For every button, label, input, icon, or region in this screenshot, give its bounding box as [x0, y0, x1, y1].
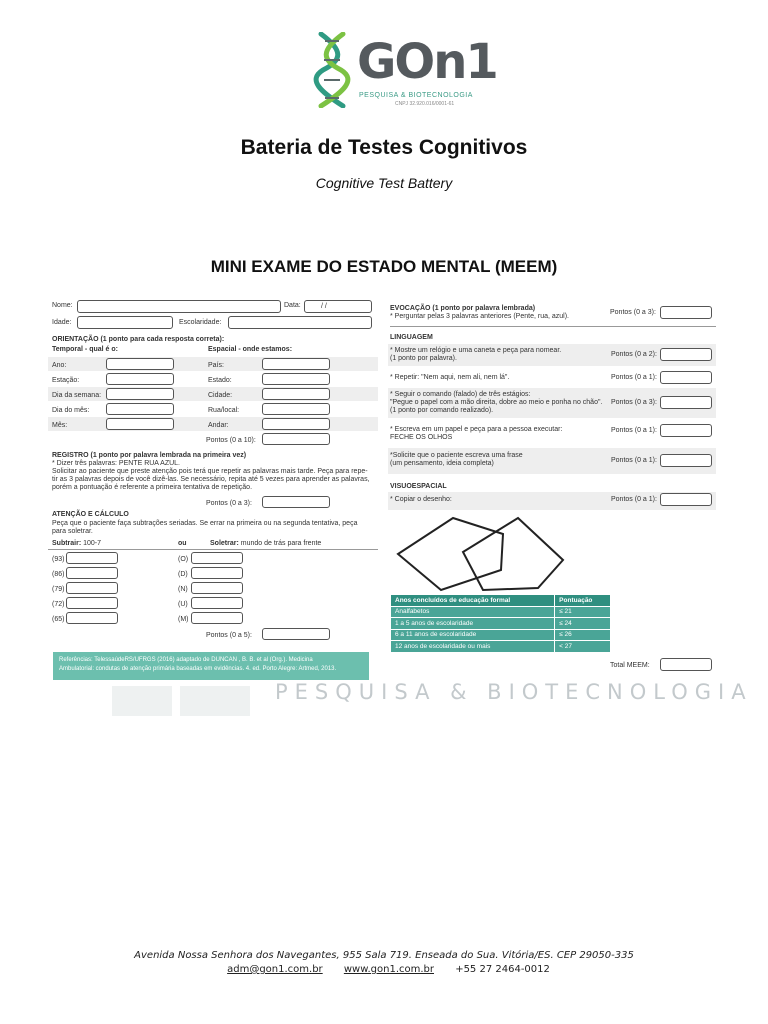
- company-logo: [313, 30, 497, 110]
- soletrar-u-field[interactable]: [191, 597, 243, 609]
- registro-line: tir as 3 palavras depois de você dizê-las. Se necessário, repita até 5 vezes para aprender as palavras,: [52, 476, 370, 483]
- watermark-text: PESQUISA & BIOTECNOLOGIA: [275, 680, 753, 704]
- subtrair-value: 100-7: [83, 540, 102, 547]
- subtrair-79-field[interactable]: [66, 582, 118, 594]
- linguagem-line: * Escreva em um papel e peça para a pessoa executar:: [390, 426, 563, 433]
- total-field[interactable]: [660, 658, 712, 671]
- table-cell: 1 a 5 anos de escolaridade: [391, 618, 555, 630]
- espacial-item-pais: País:: [208, 362, 224, 369]
- footer-website-link[interactable]: www.gon1.com.br: [343, 964, 434, 975]
- footer-email-link[interactable]: adm@gon1.com.br: [227, 964, 323, 975]
- temporal-item-ano: Ano:: [52, 362, 67, 369]
- visuoespacial-points-label: Pontos (0 a 1):: [611, 496, 657, 503]
- logo-tagline: PESQUISA & BIOTECNOLOGIA: [359, 92, 473, 99]
- frase-points-field[interactable]: [660, 454, 712, 467]
- espacial-item-estado: Estado:: [208, 377, 232, 384]
- watermark-shape: [180, 686, 250, 716]
- visuoespacial-text: * Copiar o desenho:: [390, 496, 452, 503]
- intersecting-pentagons-figure: [393, 512, 573, 592]
- subtrair-item: (93): [52, 556, 65, 563]
- nome-label: Nome:: [52, 302, 73, 309]
- divider: [48, 549, 378, 550]
- dia-semana-field[interactable]: [106, 388, 174, 400]
- escolaridade-field[interactable]: [228, 316, 372, 329]
- temporal-header: Temporal - qual é o:: [52, 346, 118, 353]
- comando-points-field[interactable]: [660, 396, 712, 409]
- linguagem-points-label: Pontos (0 a 2):: [611, 351, 657, 358]
- linguagem-points-label: Pontos (0 a 3):: [611, 399, 657, 406]
- registro-line: * Dizer três palavras: PENTE RUA AZUL.: [52, 460, 180, 467]
- soletrar-m-field[interactable]: [191, 612, 243, 624]
- nomear-points-field[interactable]: [660, 348, 712, 361]
- espacial-item-andar: Andar:: [208, 422, 229, 429]
- table-cell: 12 anos de escolaridade ou mais: [391, 641, 555, 653]
- estacao-field[interactable]: [106, 373, 174, 385]
- table-row: [391, 618, 611, 630]
- soletrar-item: (D): [178, 571, 188, 578]
- espacial-header: Espacial - onde estamos:: [208, 346, 293, 353]
- andar-field[interactable]: [262, 418, 330, 430]
- cidade-field[interactable]: [262, 388, 330, 400]
- desenho-points-field[interactable]: [660, 493, 712, 506]
- linguagem-line: * Mostre um relógio e uma caneta e peça para nomear.: [390, 347, 562, 354]
- table-cell: ≤ 21: [555, 606, 611, 618]
- soletrar-item: (N): [178, 586, 188, 593]
- evocacao-text: * Perguntar pelas 3 palavras anteriores (Pente, rua, azul).: [390, 313, 569, 320]
- dia-mes-field[interactable]: [106, 403, 174, 415]
- escolaridade-label: Escolaridade:: [179, 319, 222, 326]
- orientacao-points-field[interactable]: [262, 433, 330, 445]
- subtrair-item: (79): [52, 586, 65, 593]
- section-title: MINI EXAME DO ESTADO MENTAL (MEEM): [210, 257, 558, 276]
- table-cell: 6 a 11 anos de escolaridade: [391, 629, 555, 641]
- temporal-item-mes: Mês:: [52, 422, 68, 429]
- document-title: Bateria de Testes Cognitivos: [240, 136, 528, 159]
- soletrar-n-field[interactable]: [191, 582, 243, 594]
- linguagem-line: (um pensamento, ideia completa): [390, 460, 494, 467]
- evocacao-points-field[interactable]: [660, 306, 712, 319]
- soletrar-item: (U): [178, 601, 188, 608]
- table-cell: ≤ 24: [555, 618, 611, 630]
- repetir-points-field[interactable]: [660, 371, 712, 384]
- atencao-points-label: Pontos (0 a 5):: [206, 632, 252, 639]
- registro-line: Solicitar ao paciente que preste atenção pois terá que repetir as palavras mais tarde. Peça para repe-: [52, 468, 368, 475]
- registro-points-label: Pontos (0 a 3):: [206, 500, 252, 507]
- total-label: Total MEEM:: [610, 662, 650, 669]
- reference-line: Referências: TelessaúdeRS/UFRGS (2016) adaptado de DUNCAN , B. B. et al (Org.). Medicina: [59, 657, 313, 663]
- linguagem-line: * Seguir o comando (falado) de três estágios:: [390, 391, 531, 398]
- soletrar-instruction: [210, 540, 321, 548]
- ou-label: ou: [178, 540, 187, 547]
- ano-field[interactable]: [106, 358, 174, 370]
- idade-field[interactable]: [77, 316, 173, 329]
- logo-brand: GOn1: [357, 34, 497, 90]
- table-cell: ≤ 26: [555, 629, 611, 641]
- linguagem-points-label: Pontos (0 a 1):: [611, 457, 657, 464]
- subtrair-item: (72): [52, 601, 65, 608]
- espacial-item-rua: Rua/local:: [208, 407, 240, 414]
- subtrair-label: Subtrair:: [52, 540, 82, 547]
- subtrair-item: (65): [52, 616, 65, 623]
- soletrar-item: (O): [178, 556, 189, 563]
- linguagem-line: * Repetir: "Nem aqui, nem ali, nem lá".: [390, 374, 510, 381]
- idade-label: Idade:: [52, 319, 72, 326]
- table-header: Pontuação: [555, 595, 611, 607]
- estado-field[interactable]: [262, 373, 330, 385]
- data-label: Data:: [284, 302, 301, 309]
- footer-phone: +55 27 2464-0012: [455, 964, 550, 975]
- references-bar: [53, 652, 369, 680]
- linguagem-line: (1 ponto por palavra).: [390, 355, 457, 362]
- evocacao-title: EVOCAÇÃO (1 ponto por palavra lembrada): [390, 305, 536, 312]
- table-header: Anos concluídos de educação formal: [391, 595, 555, 607]
- soletrar-d-field[interactable]: [191, 567, 243, 579]
- subtrair-86-field[interactable]: [66, 567, 118, 579]
- mes-field[interactable]: [106, 418, 174, 430]
- linguagem-line: FECHE OS OLHOS: [390, 434, 453, 441]
- watermark-shape: [112, 686, 172, 716]
- data-field[interactable]: [304, 300, 372, 313]
- atencao-title: ATENÇÃO E CÁLCULO: [52, 511, 129, 518]
- dna-helix-icon: [313, 32, 353, 108]
- score-reference-table: [390, 594, 611, 653]
- table-row: [391, 641, 611, 653]
- linguagem-points-label: Pontos (0 a 1):: [611, 427, 657, 434]
- soletrar-item: (M): [178, 616, 189, 623]
- soletrar-label: Soletrar:: [210, 540, 239, 547]
- linguagem-line: "Pegue o papel com a mão direita, dobre ao meio e ponha no chão".: [390, 399, 603, 406]
- atencao-line: Peça que o paciente faça subtrações seriadas. Se errar na primeira ou na segunda tentativa, peça: [52, 520, 358, 527]
- logo-cnpj: CNPJ 32.920.016/0001-61: [395, 101, 455, 107]
- divider: [390, 326, 716, 327]
- registro-line: porém a pontuação é referente a primeira tentativa de repetição.: [52, 484, 253, 491]
- document-subtitle: Cognitive Test Battery: [315, 175, 453, 191]
- temporal-item-dia-mes: Dia do mês:: [52, 407, 90, 414]
- nome-field[interactable]: [77, 300, 281, 313]
- visuoespacial-title: VISUOESPACIAL: [390, 483, 447, 490]
- footer-contact: [0, 964, 768, 975]
- subtrair-instruction: [52, 540, 101, 548]
- subtrair-93-field[interactable]: [66, 552, 118, 564]
- linguagem-title: LINGUAGEM: [390, 334, 433, 341]
- table-row: [391, 629, 611, 641]
- linguagem-line: (1 ponto por comando realizado).: [390, 407, 494, 414]
- evocacao-points-label: Pontos (0 a 3):: [610, 309, 656, 316]
- table-row: [391, 606, 611, 618]
- registro-title: REGISTRO (1 ponto por palavra lembrada na primeira vez): [52, 452, 247, 459]
- table-cell: < 27: [555, 641, 611, 653]
- rua-field[interactable]: [262, 403, 330, 415]
- espacial-item-cidade: Cidade:: [208, 392, 233, 399]
- table-cell: Analfabetos: [391, 606, 555, 618]
- temporal-item-dia-semana: Dia da semana:: [52, 392, 102, 399]
- subtrair-65-field[interactable]: [66, 612, 118, 624]
- meem-form: [48, 296, 720, 696]
- orientacao-points-label: Pontos (0 a 10):: [206, 437, 256, 444]
- reference-line: Ambulatorial: condutas de atenção primária baseadas em evidências. 4. ed. Porto Alegre: Artmed, 2013.: [59, 666, 337, 672]
- temporal-item-estacao: Estação:: [52, 377, 80, 384]
- linguagem-line: *Solicite que o paciente escreva uma frase: [390, 452, 523, 459]
- table-header-row: [391, 595, 611, 607]
- atencao-points-field[interactable]: [262, 628, 330, 640]
- soletrar-o-field[interactable]: [191, 552, 243, 564]
- registro-points-field[interactable]: [262, 496, 330, 508]
- date-separators: / /: [321, 303, 327, 310]
- orientacao-title: ORIENTAÇÃO (1 ponto para cada resposta correta):: [52, 336, 225, 343]
- footer-address: Avenida Nossa Senhora dos Navegantes, 955 Sala 719. Enseada do Sua. Vitória/ES. CEP 29050-335: [134, 950, 634, 961]
- feche-olhos-points-field[interactable]: [660, 424, 712, 437]
- atencao-line: para soletrar.: [52, 528, 93, 535]
- linguagem-points-label: Pontos (0 a 1):: [611, 374, 657, 381]
- soletrar-value: mundo de trás para frente: [240, 540, 322, 547]
- subtrair-72-field[interactable]: [66, 597, 118, 609]
- pais-field[interactable]: [262, 358, 330, 370]
- subtrair-item: (86): [52, 571, 65, 578]
